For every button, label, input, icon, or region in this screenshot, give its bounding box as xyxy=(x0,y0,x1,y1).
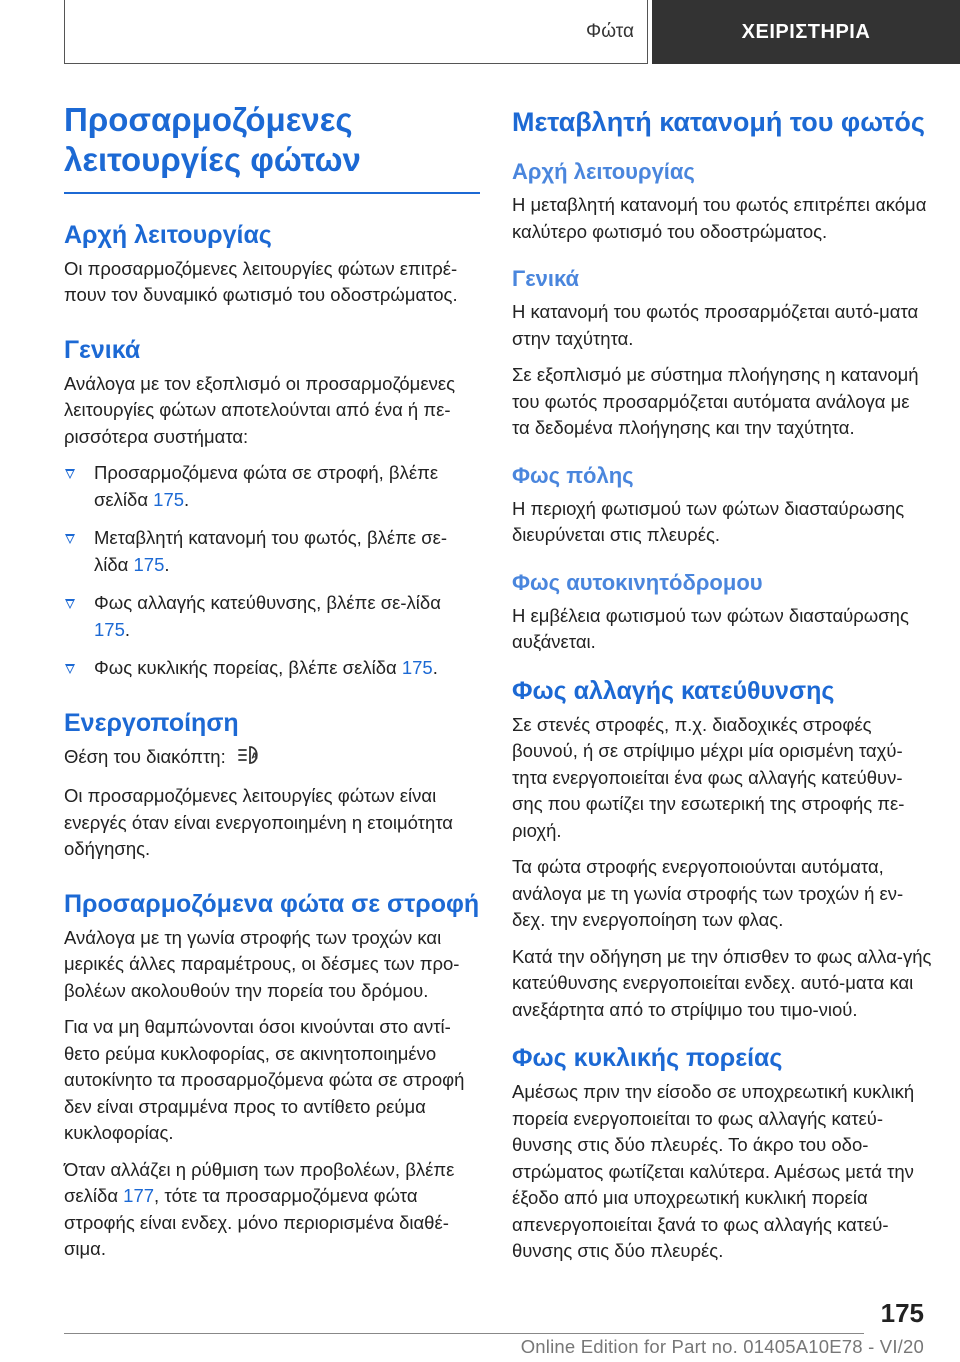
list-item: Φως κυκλικής πορείας, βλέπε σελίδα 175. xyxy=(64,655,480,682)
roundabout-light-text: Αμέσως πριν την είσοδο σε υποχρεωτική κυκλική πορεία ενεργοποιείται το φως αλλαγής κατεύ-θυνσης στις δύο πλευρές. Το άκρο του οδο-στρώματος φωτίζεται καλύτερα. Αμέσως μετά την έξοδο από μια υποχρεωτική κυκλική πορεία απενεργοποιείται ξανά το φως αλλαγής κατεύ-θυνσης στις δύο πλευρές. xyxy=(512,1081,915,1261)
activation-text: Οι προσαρμοζόμενες λειτουργίες φώτων είναι ενεργές όταν είναι ενεργοποιημένη η ετοιμότητα οδήγησης. xyxy=(64,785,453,859)
triangle-bullet-icon xyxy=(65,534,75,544)
triangle-bullet-icon xyxy=(65,599,75,609)
left-column xyxy=(64,100,480,1273)
list-item: Μεταβλητή κατανομή του φωτός, βλέπε σε-λίδα 175. xyxy=(64,525,480,578)
variable-general-text-2: Σε εξοπλισμό με σύστημα πλοήγησης η κατανομή του φωτός προσαρμόζεται αυτόματα ανάλογα με τα δεδομένα πλοήγησης και την ταχύτητα. xyxy=(512,364,919,438)
page-link[interactable]: 175 xyxy=(133,553,165,575)
triangle-bullet-icon xyxy=(65,469,75,479)
page-link[interactable]: 175 xyxy=(153,488,185,510)
systems-list xyxy=(64,460,480,682)
turning-light-text-1: Σε στενές στροφές, π.χ. διαδοχικές στροφές βουνού, ή σε στρίψιμο μέχρι μία ορισμένη ταχύ-τητα ενεργοποιείται ένα φως αλλαγής κατεύθυν-σης που φωτίζει την εσωτερική της στροφής πε-ριοχή. xyxy=(512,713,905,841)
left-title-line2: λειτουργίες φώτων xyxy=(64,141,361,178)
right-title: Μεταβλητή κατανομή του φωτός xyxy=(512,107,925,137)
triangle-bullet-icon xyxy=(65,664,75,674)
turning-light-text-2: Τα φώτα στροφής ενεργοποιούνται αυτόματα, ανάλογα με τη γωνία στροφής των τροχών ή εν-δεχ. την ενεργοποίηση των φλας. xyxy=(512,856,904,930)
heading-town-light: Φως πόλης xyxy=(512,462,634,488)
general-text: Ανάλογα με τον εξοπλισμό οι προσαρμοζόμενες λειτουργίες φώτων αποτελούνται από ένα ή πε-ρισσότερα συστήματα: xyxy=(64,372,455,447)
heading-roundabout-light: Φως κυκλικής πορείας xyxy=(512,1044,783,1072)
auto-headlight-icon xyxy=(237,744,263,774)
page-link[interactable]: 175 xyxy=(401,657,433,678)
section-label: ΧΕΙΡΙΣΤΗΡΙΑ xyxy=(652,0,960,64)
left-title xyxy=(64,100,480,180)
list-item: Φως αλλαγής κατεύθυνσης, βλέπε σε-λίδα 175. xyxy=(64,590,480,643)
principle-text: Οι προσαρμοζόμενες λειτουργίες φώτων επιτρέ-πουν τον δυναμικό φωτισμό του οδοστρώματος. xyxy=(64,257,458,305)
edition-text: Online Edition for Part no. 01405A10E78 - VI/20 xyxy=(520,1336,924,1357)
heading-cornering: Προσαρμοζόμενα φώτα σε στροφή xyxy=(64,889,480,918)
heading-principle: Αρχή λειτουργίας xyxy=(64,220,272,249)
page-number: 175 xyxy=(880,1298,924,1328)
heading-general-right: Γενικά xyxy=(512,266,580,291)
chapter-label: Φώτα xyxy=(586,21,634,42)
list-item: Προσαρμοζόμενα φώτα σε στροφή, βλέπε σελίδα 175. xyxy=(64,460,480,513)
right-column xyxy=(512,100,932,1275)
svg-text:A: A xyxy=(251,751,258,760)
title-rule xyxy=(64,192,480,194)
turning-light-text-3: Κατά την οδήγηση με την όπισθεν το φως αλλα-γής κατεύθυνσης ενεργοποιείται ενδεχ. αυτό-ματα και ανεξάρτητα από το στρίψιμο του τιμο-νιού. xyxy=(512,945,932,1020)
town-light-text: Η περιοχή φωτισμού των φώτων διασταύρωσης διευρύνεται στις πλευρές. xyxy=(512,497,905,545)
heading-motorway-light: Φως αυτοκινητόδρομου xyxy=(512,569,763,595)
footer-rule xyxy=(64,1333,864,1334)
heading-general: Γενικά xyxy=(64,335,141,364)
page-link[interactable]: 175 xyxy=(94,618,125,640)
left-title-line1: Προσαρμοζόμενες xyxy=(64,101,353,138)
heading-turning-light: Φως αλλαγής κατεύθυνσης xyxy=(512,676,835,705)
cornering-text-2: Για να μη θαμπώνονται όσοι κινούνται στο αντί-θετο ρεύμα κυκλοφορίας, σε ακινητοποιημένο αυτοκίνητο τα προσαρμοζόμενα φώτα σε στροφή δεν είναι στραμμένα προς το αντίθετο ρεύμα κυκλοφορίας. xyxy=(64,1016,465,1143)
motorway-light-text: Η εμβέλεια φωτισμού των φώτων διασταύρωσης αυξάνεται. xyxy=(512,604,909,652)
variable-principle-text: Η μεταβλητή κατανομή του φωτός επιτρέπει ακόμα καλύτερο φωτισμό του οδοστρώματος. xyxy=(512,194,927,242)
switch-position-text: Θέση του διακόπτη: A xyxy=(64,744,480,774)
cornering-text-1: Ανάλογα με τη γωνία στροφής των τροχών και μερικές άλλες παραμέτρους, οι δέσμες των προ-βολέων ακολουθούν την πορεία του δρόμου. xyxy=(64,926,460,1001)
heading-activation: Ενεργοποίηση xyxy=(64,708,239,737)
page-link[interactable]: 177 xyxy=(123,1185,155,1206)
heading-principle-right: Αρχή λειτουργίας xyxy=(512,159,695,184)
variable-general-text-1: Η κατανομή του φωτός προσαρμόζεται αυτό-ματα στην ταχύτητα. xyxy=(512,301,919,349)
cornering-text-3: Όταν αλλάζει η ρύθμιση των προβολέων, βλέπε σελίδα 177, τότε τα προσαρμοζόμενα φώτα στροφής είναι ενδεχ. μόνο περιορισμένα διαθέ-σιμα. xyxy=(64,1158,455,1259)
